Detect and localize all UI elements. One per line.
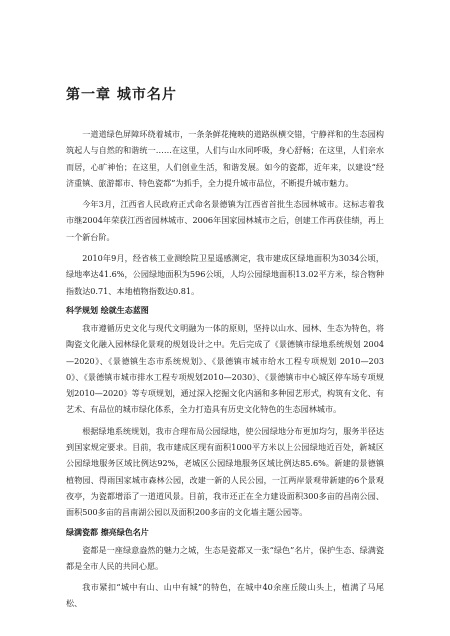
section-heading: 绿满瓷都 擦亮绿色名片	[66, 527, 149, 537]
section-paragraph: 根据绿地系统规划，我市合理布局公园绿地，使公园绿地分布更加均匀，服务半径达到国家规定要求。目前，我市建成区现有面积1000平方米以上公园绿地近百处，新城区公园绿地服务区域比例达92%，老城区公园绿地服务区域比例达85.6%。新建的景德镇植物园、得雨国家城市森林公园，改建一新的人民公园，一江两岸景观带新建的6个景观夜亭，为瓷都增添了一道道风景。目前，我市还正在全力建设面积300多亩的昌南公园、面积500多亩的昌南湖公园以及面积200多亩的文化墙主题公园等。	[66, 425, 384, 518]
intro-paragraph: 今年3月，江西省人民政府正式命名景德镇为江西省首批生态园林城市。这标志着我市继2004年荣获江西省园林城市、2006年国家园林城市之后，创建工作再获佳绩，再上一个新台阶。	[66, 199, 384, 242]
document-body	[66, 126, 384, 612]
chapter-title: 第一章 城市名片	[66, 87, 177, 103]
section-paragraph: 瓷都是一座绿意盎然的魅力之城，生态是瓷都又一张“绿色”名片，保护生态、绿满瓷都是全市人民的共同心愿。	[66, 544, 384, 571]
section-paragraph: 我市遵循历史文化与现代文明融为一体的原则，坚持以山水、园林、生态为特色，将陶瓷文化融入园林绿化景观的规划设计之中。先后完成了《景德镇市绿地系统规划 2004—2020》、《景德镇生态市系统规划》、《景德镇市城市给水工程专项规划 2010—2030》、《景德镇市城市排水工程专项规划2010—2030》、《景德镇市中心城区停车场专项规划2010—2020》等专项规划，通过深入挖掘文化内涵和多种园艺形式，构筑有文化、有艺术、有品位的城市绿化体系，全力打造具有历史文化特色的生态园林城市。	[66, 322, 384, 415]
section-paragraph: 我市紧扣“城中有山、山中有城”的特色，在城中40余座丘陵山头上，植满了马尾松、	[66, 582, 384, 609]
intro-paragraph: 2010年9月，经省核工业测绘院卫星遥感测定，我市建成区绿地面积为3034公顷，绿地率达41.6%，公园绿地面积为596公顷，人均公园绿地面积13.02平方米，综合物种指数达0.71、本地植物指数达0.81。	[66, 253, 384, 296]
section-heading: 科学规划 绘就生态蓝图	[66, 305, 149, 315]
intro-paragraph: 一道道绿色屏障环绕着城市，一条条鲜花掩映的道路纵横交错，宁静祥和的生态园构筑起人与自然的和谐统一……在这里，人们与山水同呼吸，身心舒畅；在这里，人们亲水而居，心旷神怡；在这里，人们创业生活，和谐发展。如今的瓷都，近年来，以建设“经济重镇、旅游都市、特色瓷都”为抓手，全力提升城市品位，不断提升城市魅力。	[66, 129, 384, 188]
